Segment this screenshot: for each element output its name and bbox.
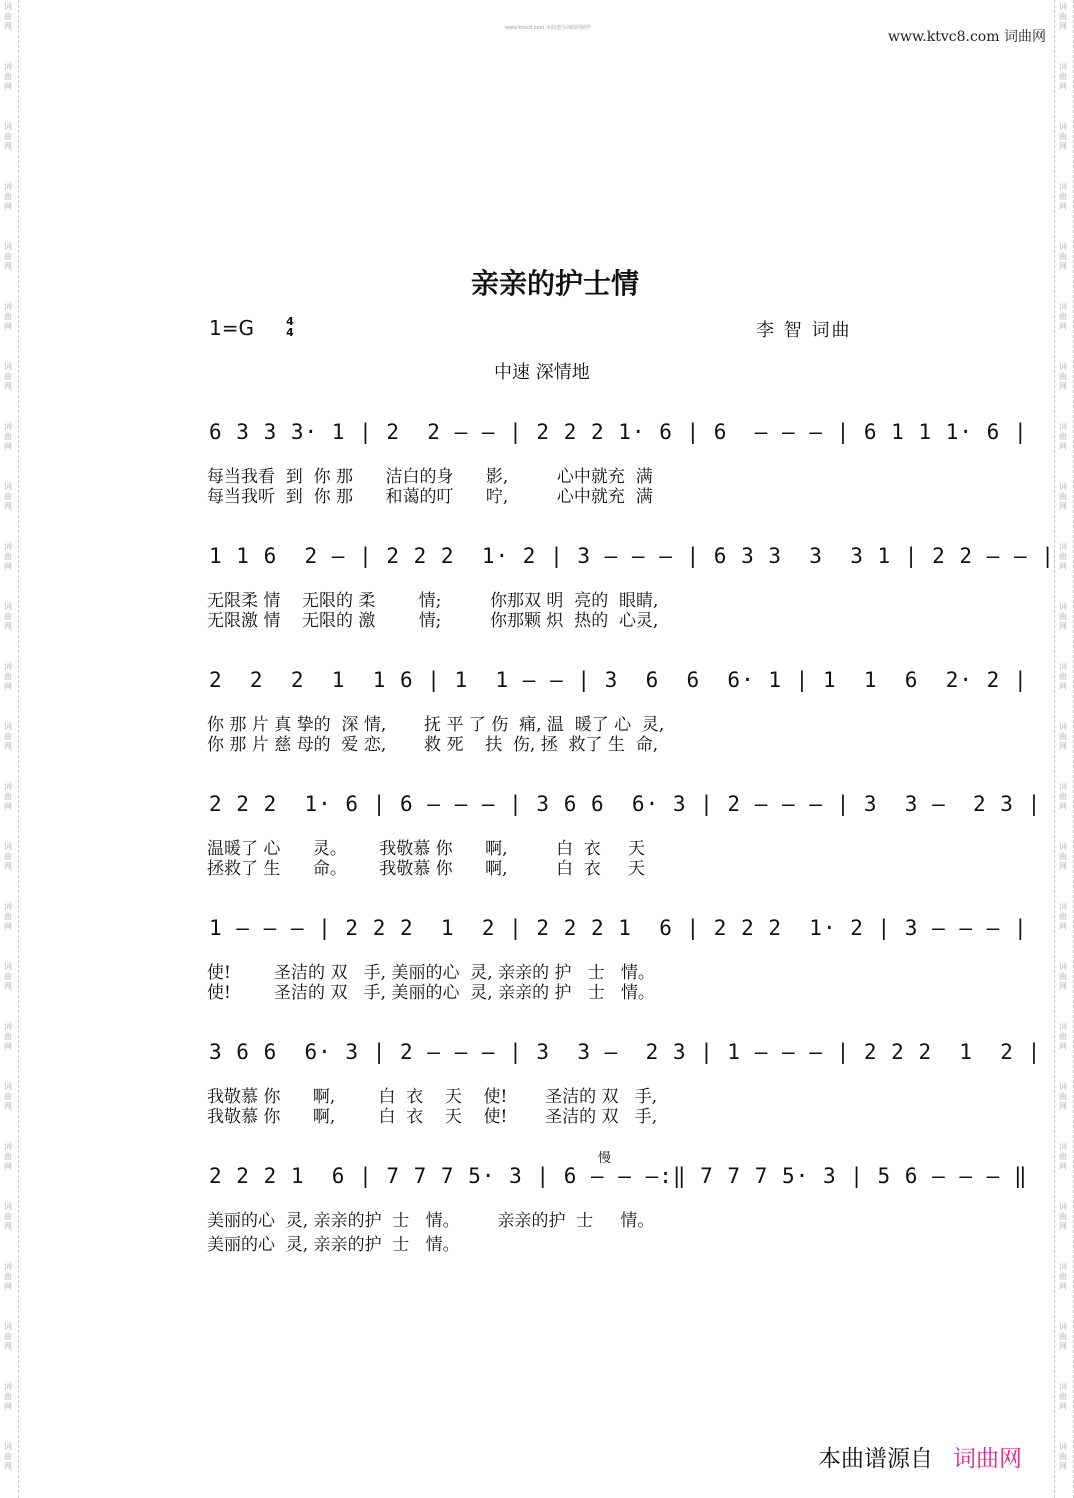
watermark-text: 词 曲 网 bbox=[4, 1022, 12, 1051]
watermark-text: 词 曲 网 bbox=[1059, 242, 1067, 271]
watermark-text: 词 曲 网 bbox=[1059, 1082, 1067, 1111]
watermark-text: 词 曲 网 bbox=[4, 1202, 12, 1231]
header-note: www.ktvc8.com 本曲谱为词曲网制作 bbox=[505, 25, 592, 31]
watermark-text: 词 曲 网 bbox=[4, 962, 12, 991]
watermark-text: 词 曲 网 bbox=[4, 2, 12, 31]
lyric-verse-2: 每当我听 到 你 那 和蔼的叮 咛, 心中就充 满 bbox=[207, 487, 653, 507]
watermark-text: 词 曲 网 bbox=[1059, 482, 1067, 511]
lyric-verse-1: 使! 圣洁的 双 手, 美丽的心 灵, 亲亲的 护 士 情。 bbox=[207, 963, 655, 983]
lyric-verse-2: 你 那 片 慈 母的 爱 恋, 救 死 扶 伤, 拯 救了 生 命, bbox=[207, 735, 659, 755]
watermark-text: 词 曲 网 bbox=[1059, 1262, 1067, 1291]
watermark-text: 词 曲 网 bbox=[4, 362, 12, 391]
watermark-text: 词 曲 网 bbox=[4, 62, 12, 91]
watermark-text: 词 曲 网 bbox=[1059, 1142, 1067, 1171]
watermark-text: 词 曲 网 bbox=[4, 722, 12, 751]
watermark-text: 词 曲 网 bbox=[1059, 122, 1067, 151]
watermark-text: 词 曲 网 bbox=[4, 182, 12, 211]
watermark-text: 词 曲 网 bbox=[4, 302, 12, 331]
notation-line: 2 2 2 1 1 6 | 1 1 — — | 3 6 6 6· 1 | 1 1 6 2· 2 | bbox=[209, 668, 1028, 692]
watermark-text: 词 曲 网 bbox=[4, 1322, 12, 1351]
site-url[interactable]: www.ktvc8.com 词曲网 bbox=[888, 29, 1046, 45]
lyric-verse-1: 温暖了 心 灵。 我敬慕 你 啊, 白 衣 天 bbox=[207, 839, 645, 859]
watermark-text: 词 曲 网 bbox=[1059, 422, 1067, 451]
watermark-text: 词 曲 网 bbox=[1059, 1322, 1067, 1351]
lyric-verse-2: 我敬慕 你 啊, 白 衣 天 使! 圣洁的 双 手, bbox=[207, 1107, 658, 1127]
watermark-text: 词 曲 网 bbox=[1059, 962, 1067, 991]
watermark-text: 词 曲 网 bbox=[1059, 302, 1067, 331]
lyric-verse-2: 使! 圣洁的 双 手, 美丽的心 灵, 亲亲的 护 士 情。 bbox=[207, 983, 655, 1003]
watermark-text: 词 曲 网 bbox=[4, 602, 12, 631]
watermark-text: 词 曲 网 bbox=[1059, 1022, 1067, 1051]
watermark-text: 词 曲 网 bbox=[1059, 1202, 1067, 1231]
lyric-verse-2: 拯救了 生 命。 我敬慕 你 啊, 白 衣 天 bbox=[207, 859, 645, 879]
watermark-text: 词 曲 网 bbox=[1059, 1382, 1067, 1411]
watermark-text: 词 曲 网 bbox=[4, 902, 12, 931]
watermark-text: 词 曲 网 bbox=[4, 842, 12, 871]
watermark-text: 词 曲 网 bbox=[4, 1442, 12, 1471]
watermark-text: 词 曲 网 bbox=[1059, 602, 1067, 631]
watermark-text: 词 曲 网 bbox=[4, 782, 12, 811]
watermark-text: 词 曲 网 bbox=[4, 482, 12, 511]
watermark-text: 词 曲 网 bbox=[1059, 362, 1067, 391]
notation-line: 1 — — — | 2 2 2 1 2 | 2 2 2 1 6 | 2 2 2 1· 2 | 3 — — — | bbox=[209, 916, 1028, 940]
tempo-marking: 中速 深情地 bbox=[494, 362, 590, 383]
composer-credit: 李 智 词曲 bbox=[756, 320, 852, 341]
time-signature-bottom: 4 bbox=[286, 326, 294, 339]
right-watermark-strip bbox=[1054, 0, 1074, 1498]
watermark-text: 词 曲 网 bbox=[1059, 722, 1067, 751]
lyric-verse-2: 美丽的心 灵, 亲亲的护 士 情。 bbox=[207, 1235, 460, 1255]
watermark-text: 词 曲 网 bbox=[1059, 902, 1067, 931]
notation-line: 1 1 6 2 — | 2 2 2 1· 2 | 3 — — — | 6 3 3 3 3 1 | 2 2 — — | bbox=[209, 544, 1055, 568]
watermark-text: 词 曲 网 bbox=[1059, 842, 1067, 871]
notation-line: 3 6 6 6· 3 | 2 — — — | 3 3 — 2 3 | 1 — — — | 2 2 2 1 2 | bbox=[209, 1040, 1042, 1064]
watermark-text: 词 曲 网 bbox=[4, 1262, 12, 1291]
watermark-text: 词 曲 网 bbox=[1059, 542, 1067, 571]
watermark-text: 词 曲 网 bbox=[4, 1142, 12, 1171]
watermark-text: 词 曲 网 bbox=[1059, 782, 1067, 811]
source-brand-link[interactable]: 词曲网 bbox=[953, 1446, 1022, 1472]
watermark-text: 词 曲 网 bbox=[1059, 182, 1067, 211]
watermark-text: 词 曲 网 bbox=[4, 1082, 12, 1111]
watermark-text: 词 曲 网 bbox=[1059, 62, 1067, 91]
lyric-verse-1: 你 那 片 真 挚的 深 情, 抚 平 了 伤 痛, 温 暖了 心 灵, bbox=[207, 715, 665, 735]
watermark-text: 词 曲 网 bbox=[4, 422, 12, 451]
slow-marking: 慢 bbox=[598, 1151, 612, 1166]
time-signature-top: 4 bbox=[286, 315, 294, 328]
lyric-verse-1: 每当我看 到 你 那 洁白的身 影, 心中就充 满 bbox=[207, 467, 653, 487]
watermark-text: 词 曲 网 bbox=[4, 122, 12, 151]
key-signature: 1=G bbox=[209, 316, 254, 340]
source-credit bbox=[818, 1440, 1022, 1473]
time-signature bbox=[284, 316, 296, 338]
lyric-verse-2: 无限激 情 无限的 激 情; 你那颗 炽 热的 心灵, bbox=[207, 611, 659, 631]
lyric-verse-1: 无限柔 情 无限的 柔 情; 你那双 明 亮的 眼睛, bbox=[207, 591, 659, 611]
notation-line: 6 3 3 3· 1 | 2 2 — — | 2 2 2 1· 6 | 6 — — — | 6 1 1 1· 6 | bbox=[209, 420, 1028, 444]
watermark-text: 词 曲 网 bbox=[1059, 1442, 1067, 1471]
song-title: 亲亲的护士情 bbox=[470, 267, 639, 300]
notation-line: 2 2 2 1 6 | 7 7 7 5· 3 | 6 — — —:‖ 7 7 7 5· 3 | 5 6 — — — ‖ bbox=[209, 1164, 1028, 1188]
watermark-text: 词 曲 网 bbox=[4, 242, 12, 271]
left-watermark-strip bbox=[0, 0, 19, 1498]
watermark-text: 词 曲 网 bbox=[1059, 662, 1067, 691]
watermark-text: 词 曲 网 bbox=[4, 662, 12, 691]
watermark-text: 词 曲 网 bbox=[4, 1382, 12, 1411]
notation-line: 2 2 2 1· 6 | 6 — — — | 3 6 6 6· 3 | 2 — — — | 3 3 — 2 3 | bbox=[209, 792, 1042, 816]
lyric-verse-1: 美丽的心 灵, 亲亲的护 士 情。 亲亲的护 士 情。 bbox=[207, 1211, 655, 1231]
watermark-text: 词 曲 网 bbox=[4, 542, 12, 571]
lyric-verse-1: 我敬慕 你 啊, 白 衣 天 使! 圣洁的 双 手, bbox=[207, 1087, 658, 1107]
source-label: 本曲谱源自 bbox=[818, 1446, 933, 1472]
watermark-text: 词 曲 网 bbox=[1059, 2, 1067, 31]
